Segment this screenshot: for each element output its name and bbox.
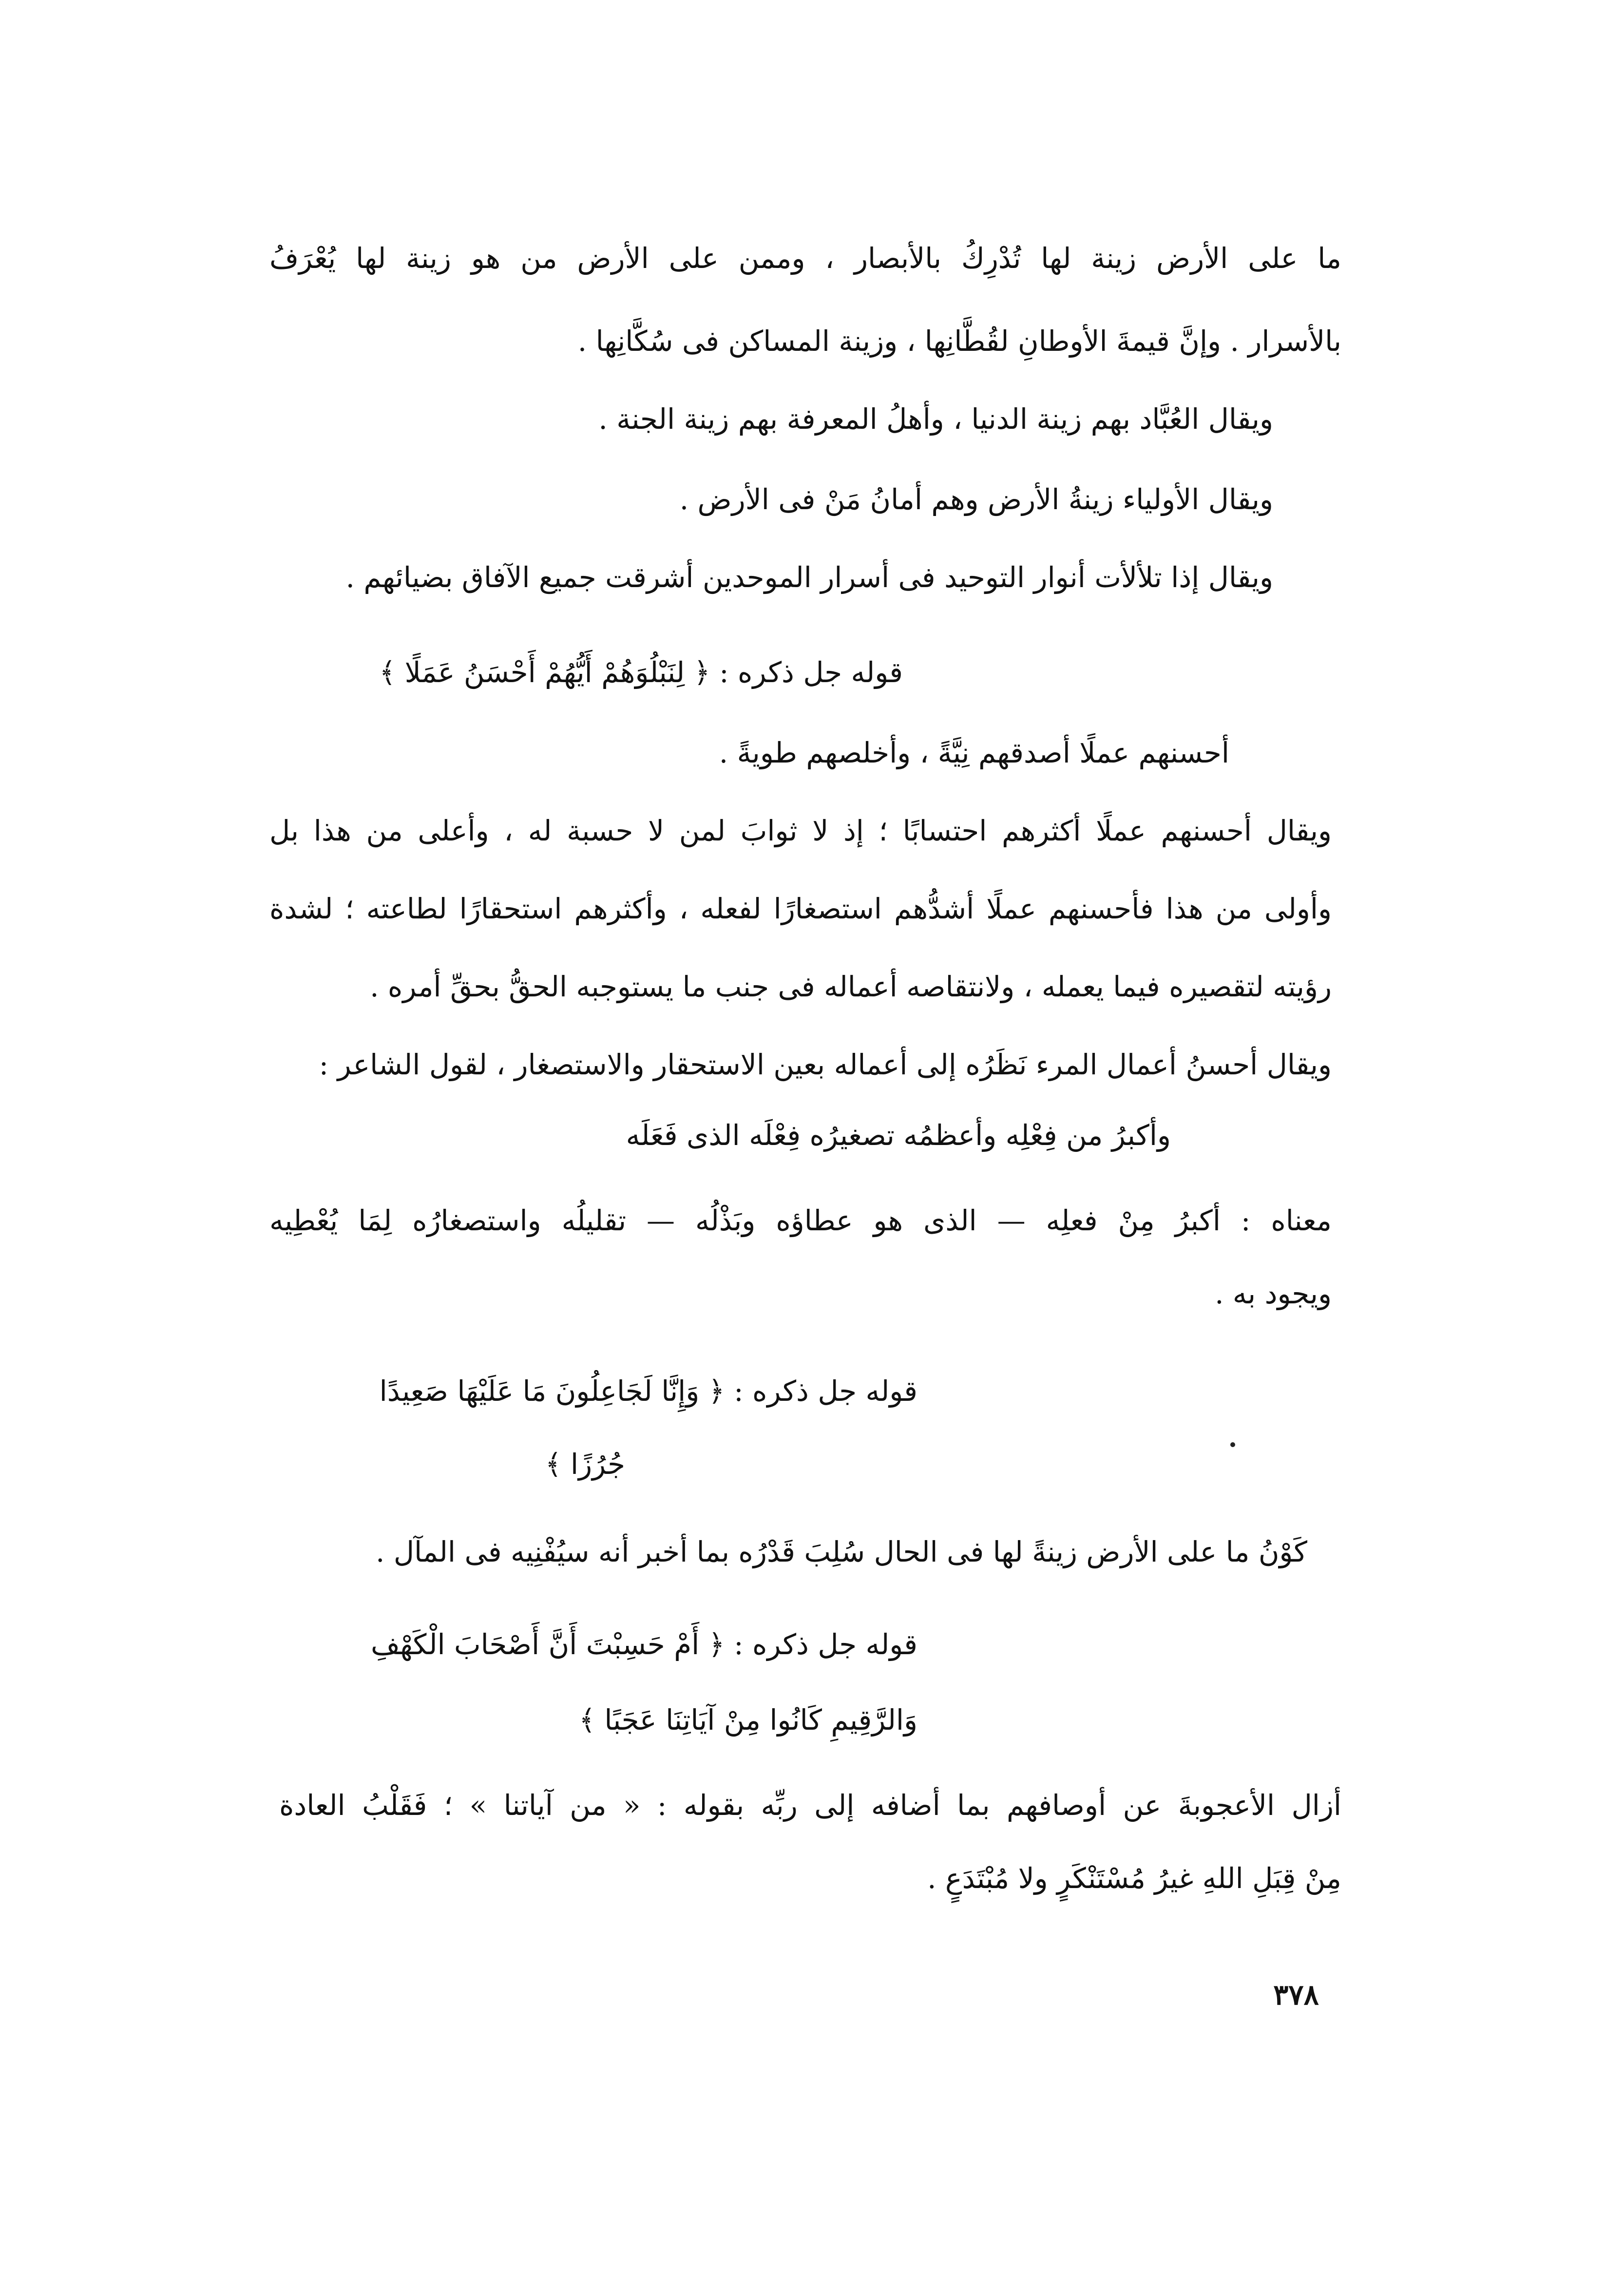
text-line-11: معناه : أكبرُ مِنْ فعلِه — الذى هو عطاؤه وبَذْلُه — تقليلُه واستصغارُه لِمَا يُعْطِيه [269, 1204, 1332, 1237]
verse-heading-3-cont: وَالرَّقِيمِ كَانُوا مِنْ آيَاتِنَا عَجَبًا ﴾ [579, 1703, 917, 1737]
page-number: ٣٧٨ [1273, 1978, 1319, 2011]
verse-heading-1: قوله جل ذكره : ﴿ لِنَبْلُوَهُمْ أَيُّهُمْ أَحْسَنُ عَمَلًا ﴾ [379, 656, 903, 689]
verse-heading-2: قوله جل ذكره : ﴿ وَإِنَّا لَجَاعِلُونَ مَا عَلَيْهَا صَعِيدًا [379, 1375, 917, 1408]
text-line-5: ويقال إذا تلألأت أنوار التوحيد فى أسرار الموحدين أشرقت جميع الآفاق بضيائهم . [345, 561, 1273, 594]
text-line-12: ويجود به . [1215, 1277, 1332, 1310]
text-line-4: ويقال الأولياء زينةُ الأرض وهم أمانُ مَنْ فى الأرض . [679, 483, 1273, 516]
text-line-15: مِنْ قِبَلِ اللهِ غيرُ مُسْتَنْكَرٍ ولا مُبْتَدَعٍ . [927, 1862, 1341, 1895]
text-line-8: وأولى من هذا فأحسنهم عملًا أشدُّهم استصغارًا لفعله ، وأكثرهم استحقارًا لطاعته ؛ لشدة [269, 892, 1332, 925]
text-line-9: رؤيته لتقصيره فيما يعمله ، ولانتقاصه أعماله فى جنب ما يستوجبه الحقُّ بحقِّ أمره . [370, 970, 1332, 1003]
verse-heading-2-cont: جُرُزًا ﴾ [545, 1448, 625, 1481]
verse-heading-3: قوله جل ذكره : ﴿ أَمْ حَسِبْتَ أَنَّ أَصْحَابَ الْكَهْفِ [371, 1628, 917, 1661]
text-line-2: بالأسرار . وإنَّ قيمةَ الأوطانِ لقُطَّانِها ، وزينة المساكن فى سُكَّانِها . [577, 325, 1341, 358]
text-line-13: كَوْنُ ما على الأرض زينةً لها فى الحال سُلِبَ قَدْرُه بما أخبر أنه سيُفْنِيه فى المآل . [376, 1535, 1307, 1568]
text-line-6: أحسنهم عملًا أصدقهم نِيَّةً ، وأخلصهم طويةً . [719, 736, 1229, 769]
text-line-1: ما على الأرض زينة لها تُدْرِكُ بالأبصار ، وممن على الأرض من هو زينة لها يُعْرَفُ [269, 242, 1342, 275]
text-line-3: ويقال العُبَّاد بهم زينة الدنيا ، وأهلُ المعرفة بهم زينة الجنة . [598, 402, 1273, 436]
text-line-10: ويقال أحسنُ أعمال المرء نَظَرُه إلى أعماله بعين الاستحقار والاستصغار ، لقول الشاعر : [319, 1048, 1332, 1081]
stray-dot [1230, 1442, 1235, 1447]
text-line-7: ويقال أحسنهم عملًا أكثرهم احتسابًا ؛ إذ لا ثوابَ لمن لا حسبة له ، وأعلى من هذا بل [269, 814, 1332, 847]
text-line-14: أزال الأعجوبةَ عن أوصافهم بما أضافه إلى ربِّه بقوله : « من آياتنا » ؛ فَقَلْبُ العادة [279, 1789, 1341, 1822]
poem-verse: وأكبرُ من فِعْلِه وأعظمُه تصغيرُه فِعْلَه الذى فَعَلَه [626, 1119, 1171, 1152]
